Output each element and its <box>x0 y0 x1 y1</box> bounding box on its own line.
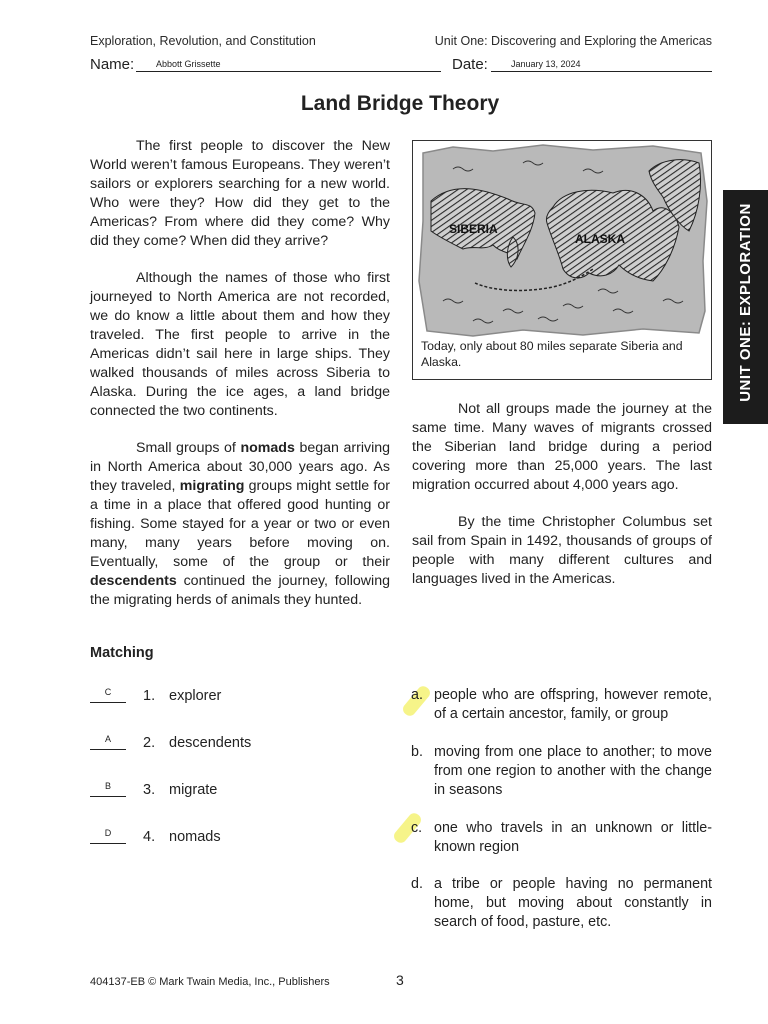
page-title: Land Bridge Theory <box>300 92 500 115</box>
p3-text-a: Small groups of <box>136 440 241 456</box>
matching-item-4 <box>90 829 310 849</box>
date-field[interactable] <box>491 58 712 72</box>
item-term-1: explorer <box>169 688 222 704</box>
paragraph-4 <box>412 400 712 495</box>
paragraph-2 <box>90 269 390 421</box>
name-label: Name: <box>90 56 135 73</box>
name-field[interactable] <box>136 58 441 72</box>
paragraph-4-text: Not all groups made the journey at the same time. Many waves of migrants crossed the Siberian land bridge during a period covering more than 25,000 years. The last migration occurred about 4,000 years ago. <box>412 401 712 493</box>
date-value: January 13, 2024 <box>511 59 581 69</box>
item-term-4: nomads <box>169 829 221 845</box>
p3-text-g: continued the journey, following the migrating herds of animals they hunted. <box>90 573 390 608</box>
answer-field-4[interactable]: D <box>90 829 126 844</box>
paragraph-3 <box>90 439 390 610</box>
term-descendents: descendents <box>90 573 177 589</box>
definition-letter-b: b. <box>411 744 423 760</box>
definition-letter-d: d. <box>411 876 423 892</box>
term-migrating: migrating <box>179 478 245 494</box>
paragraph-1-text: The first people to discover the New World weren’t famous Europeans. They weren’t sailors or explorers searching for a new world. Who were they? How did they get to the Americas? From where did they come? Why did they come? When did they arrive? <box>90 138 390 249</box>
definition-c <box>411 819 712 857</box>
definition-text-a: people who are offspring, however remote, of a certain ancestor, family, or group <box>434 687 712 722</box>
item-number-3: 3. <box>143 782 156 798</box>
header-right: Unit One: Discovering and Exploring the Americas <box>434 34 712 48</box>
footer-publisher: 404137-EB © Mark Twain Media, Inc., Publishers <box>90 976 330 988</box>
side-tab-label: UNIT ONE: EXPLORATION <box>737 203 754 402</box>
p3-text-c: began arriving in North America about 30,000 years ago. As they traveled, <box>90 440 391 494</box>
item-term-3: migrate <box>169 782 218 798</box>
definition-text-c: one who travels in an unknown or little-known region <box>434 820 712 855</box>
matching-item-2 <box>90 735 310 755</box>
item-number-2: 2. <box>143 735 156 751</box>
definition-letter-c: c. <box>411 820 423 836</box>
map-label-siberia: SIBERIA <box>449 222 498 236</box>
item-number-1: 1. <box>143 688 156 704</box>
definition-letter-a: a. <box>411 687 423 703</box>
map-label-alaska: ALASKA <box>575 232 625 246</box>
paragraph-5 <box>412 513 712 589</box>
bering-map-image <box>413 141 711 339</box>
map-figure <box>412 140 712 380</box>
answer-field-2[interactable]: A <box>90 735 126 750</box>
definition-text-b: moving from one place to another; to move from one region to another with the change in seasons <box>434 744 712 798</box>
answer-field-3[interactable]: B <box>90 782 126 797</box>
item-number-4: 4. <box>143 829 156 845</box>
paragraph-2-text: Although the names of those who first journeyed to North America are not recorded, we do know a little about them and how they traveled. The first people to arrive in the Americas didn’t sail here in large ships. They walked thousands of miles across Siberia to Alaska. During the ice ages, a land bridge connected the two continents. <box>90 270 390 419</box>
term-nomads: nomads <box>240 440 295 456</box>
p3-text-e: groups might settle for a time in a place that offered good hunting or fishing. Some stayed for a year or two or even many, many years before moving on. Eventually, some of the group or their <box>90 478 390 570</box>
page-number: 3 <box>396 972 404 988</box>
date-label: Date: <box>452 56 488 73</box>
item-term-2: descendents <box>169 735 252 751</box>
definition-text-d: a tribe or people having no permanent home, but moving about constantly in search of food, pasture, etc. <box>434 876 712 930</box>
paragraph-5-text: By the time Christopher Columbus set sail from Spain in 1492, thousands of groups of people with many different cultures and languages lived in the Americas. <box>412 514 712 587</box>
definition-a <box>411 686 712 724</box>
matching-item-1 <box>90 688 310 708</box>
answer-field-1[interactable]: C <box>90 688 126 703</box>
paragraph-1 <box>90 137 390 251</box>
header-left: Exploration, Revolution, and Constitution <box>90 34 316 48</box>
unit-side-tab <box>723 190 768 424</box>
name-value: Abbott Grissette <box>156 59 221 69</box>
figure-caption: Today, only about 80 miles separate Siberia and Alaska. <box>421 339 683 369</box>
matching-heading: Matching <box>90 645 154 661</box>
definition-d <box>411 875 712 932</box>
definition-b <box>411 743 712 800</box>
matching-item-3 <box>90 782 310 802</box>
